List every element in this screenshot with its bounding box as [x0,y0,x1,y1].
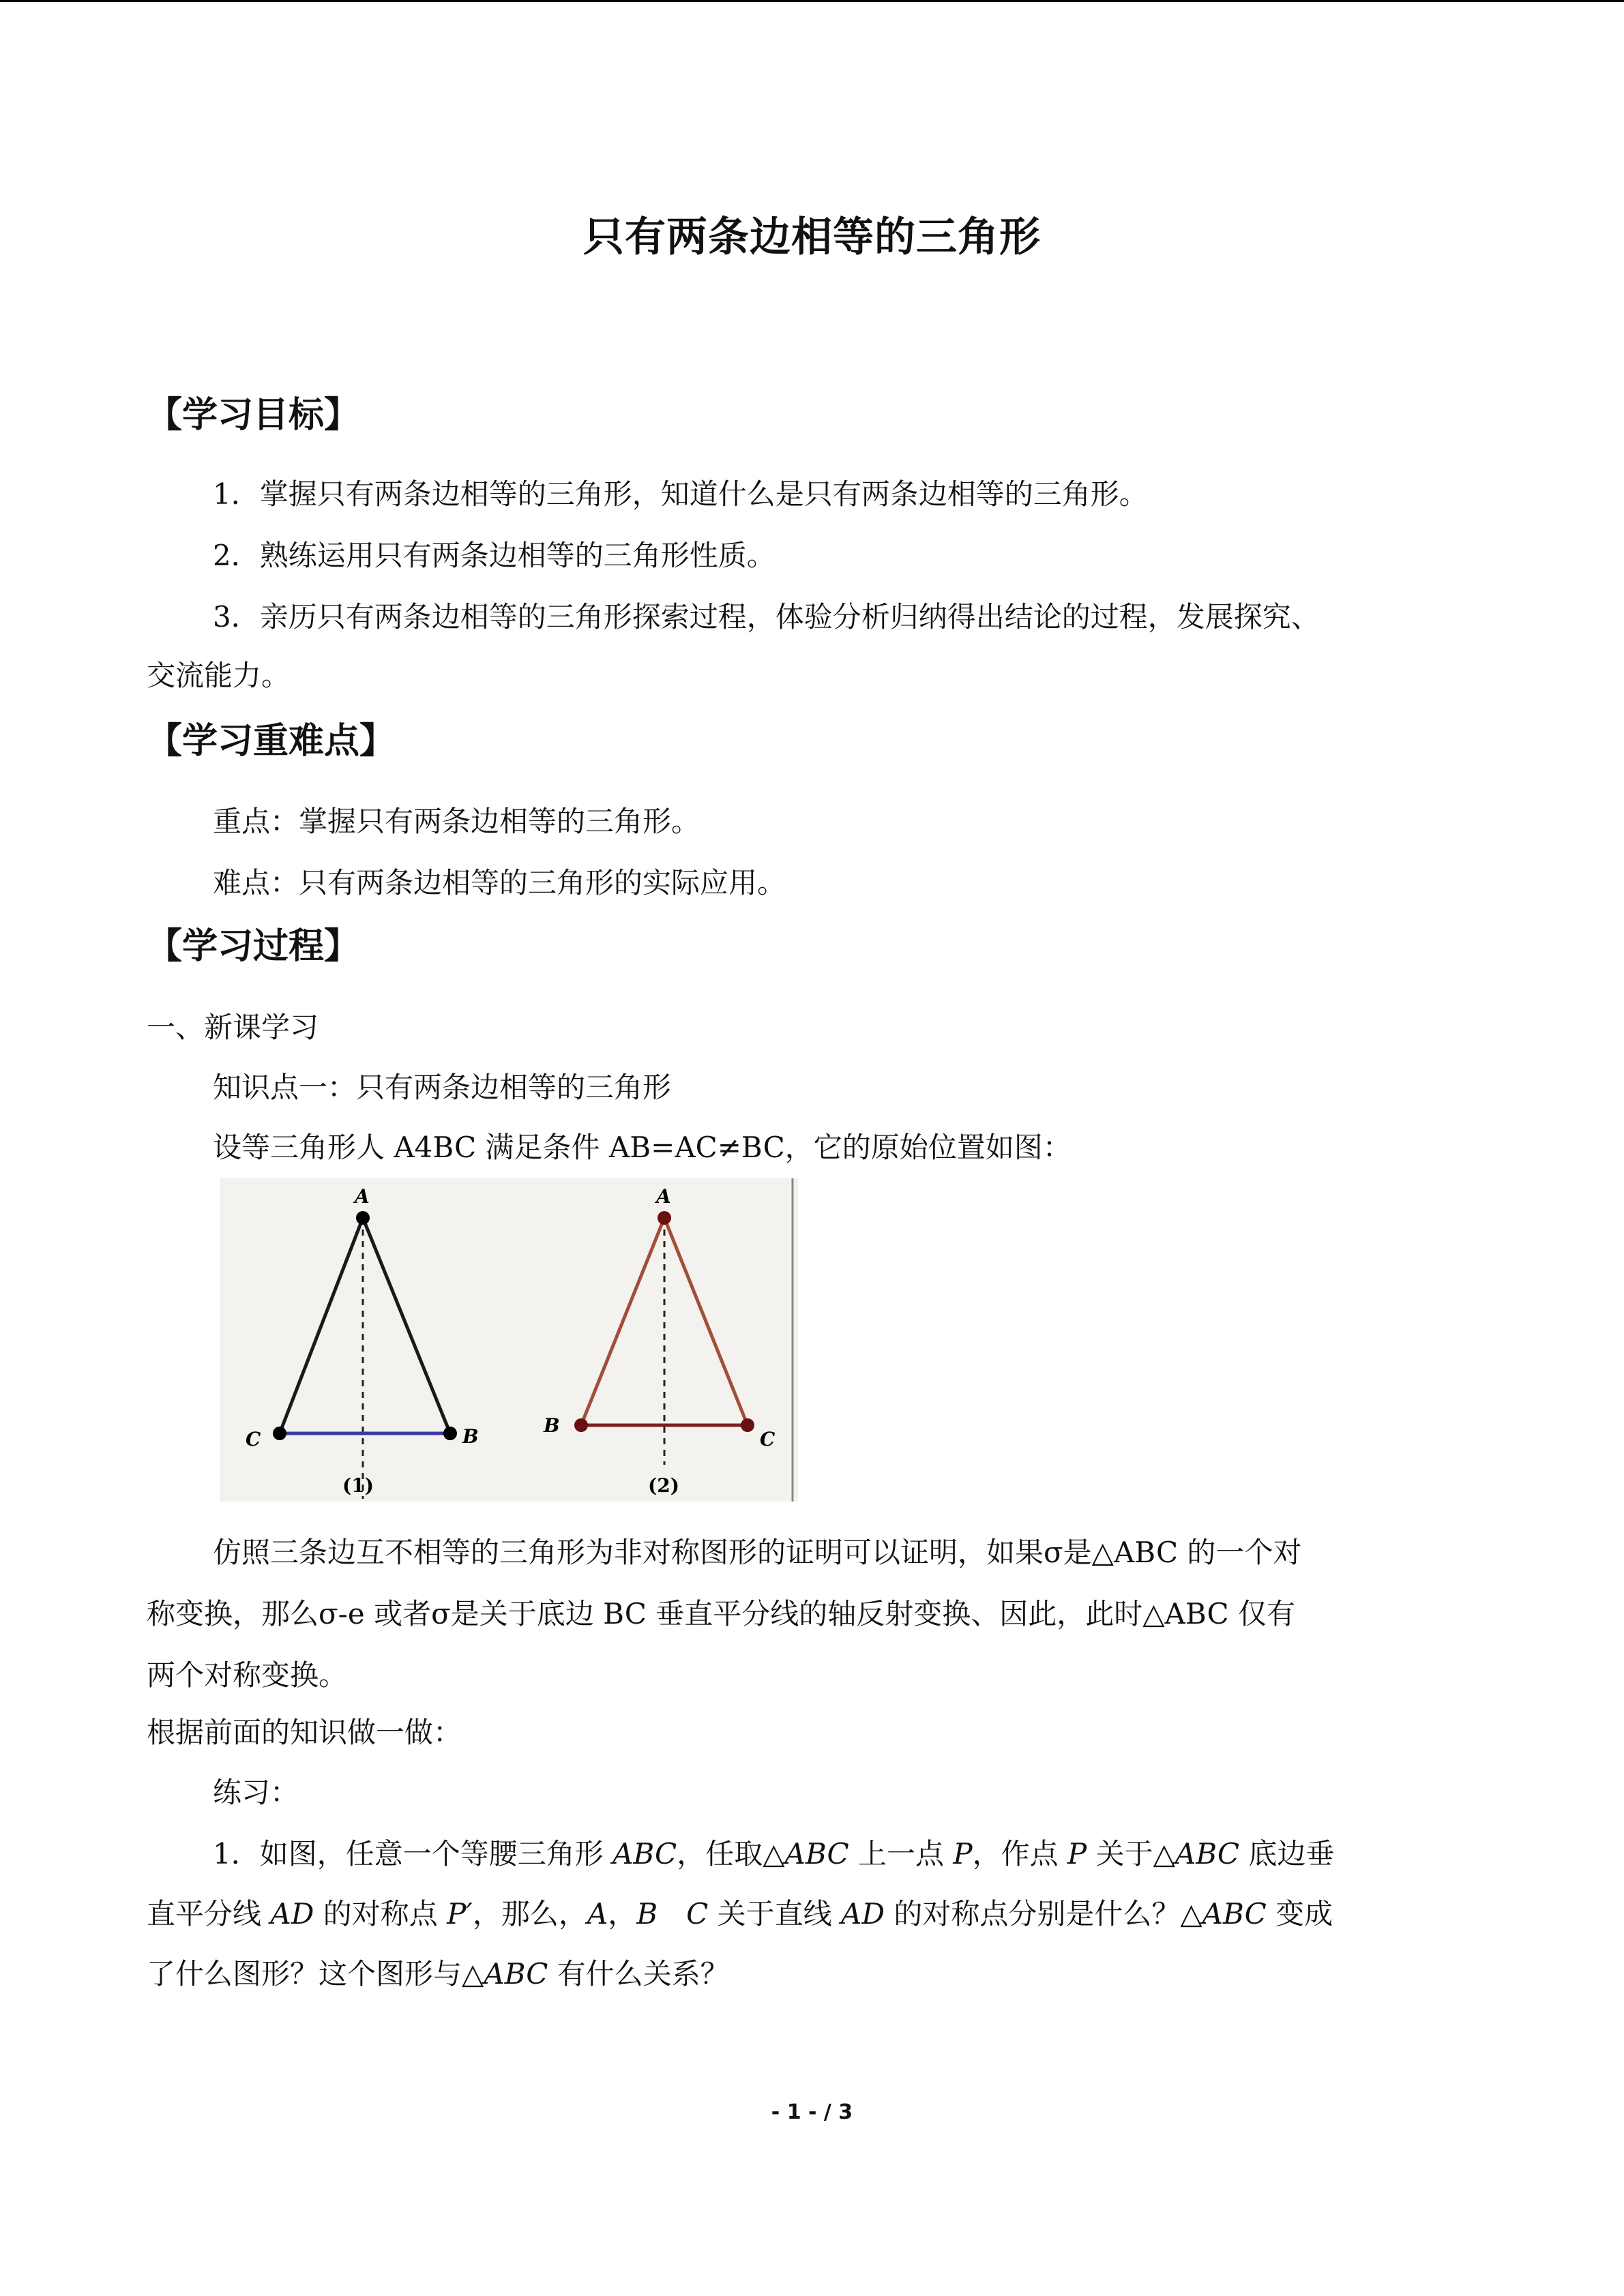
fig1-caption: (1) [342,1474,374,1497]
heading-keypoints: 【学习重难点】 [147,721,396,762]
fig2-caption: (2) [648,1474,679,1497]
practice-label: 练习： [213,1776,299,1809]
objective-2: 2．熟练运用只有两条边相等的三角形性质。 [213,539,776,572]
page-number: - 1 - / 3 [771,2100,853,2124]
fig2-label-left: B [544,1414,560,1437]
triangle-fig-1 [246,1185,479,1499]
fig2-point-b [574,1418,588,1432]
objective-3-continued: 交流能力。 [147,659,291,692]
knowledge-point-1: 知识点一：只有两条边相等的三角形 [213,1071,672,1104]
triangle-setup: 设等三角形人 A4BC 满足条件 AB=AC≠BC，它的原始位置如图： [213,1131,1072,1164]
page-top-border [0,0,1624,2]
exercise-1-line-2: 直平分线 AD 的对称点 P′，那么，A，B C 关于直线 AD 的对称点分别是什么？△ABC 变成 [147,1897,1333,1930]
proof-line-3: 两个对称变换。 [147,1658,348,1692]
page-title: 只有两条边相等的三角形 [583,213,1041,261]
fig1-label-apex: A [355,1185,370,1208]
part-new-lesson: 一、新课学习 [147,1011,319,1044]
heading-process: 【学习过程】 [147,926,360,967]
key-difficulty: 难点：只有两条边相等的三角形的实际应用。 [213,866,786,899]
fig2-point-a [658,1211,671,1225]
fig1-label-right: B [462,1425,479,1448]
exercise-1-line-1: 1．如图，任意一个等腰三角形 ABC，任取△ABC 上一点 P，作点 P 关于△ABC 底边垂 [213,1837,1335,1870]
objective-1: 1．掌握只有两条边相等的三角形，知道什么是只有两条边相等的三角形。 [213,477,1148,511]
key-focus: 重点：掌握只有两条边相等的三角形。 [213,805,700,838]
fig1-triangle [280,1218,450,1433]
objective-3: 3．亲历只有两条边相等的三角形探索过程，体验分析归纳得出结论的过程，发展探究、 [213,600,1320,633]
triangle-fig-2 [543,1185,776,1497]
exercise-1-line-3: 了什么图形？这个图形与△ABC 有什么关系？ [147,1957,729,1991]
fig1-point-c [273,1427,286,1440]
proof-line-2: 称变换，那么σ-e 或者σ是关于底边 BC 垂直平分线的轴反射变换、因此，此时△ABC 仅有 [147,1597,1295,1630]
fig2-point-c [741,1418,754,1432]
practice-intro: 根据前面的知识做一做： [147,1716,462,1749]
triangle-figure [220,1178,798,1502]
fig1-point-a [356,1211,370,1225]
heading-objectives: 【学习目标】 [147,395,360,436]
fig1-point-b [443,1427,457,1440]
fig2-label-right: C [760,1428,776,1450]
triangle-diagram [220,1178,798,1502]
fig2-label-apex: A [656,1185,671,1208]
proof-line-1: 仿照三条边互不相等的三角形为非对称图形的证明可以证明，如果σ是△ABC 的一个对 [213,1536,1302,1569]
fig1-label-left: C [246,1428,261,1450]
